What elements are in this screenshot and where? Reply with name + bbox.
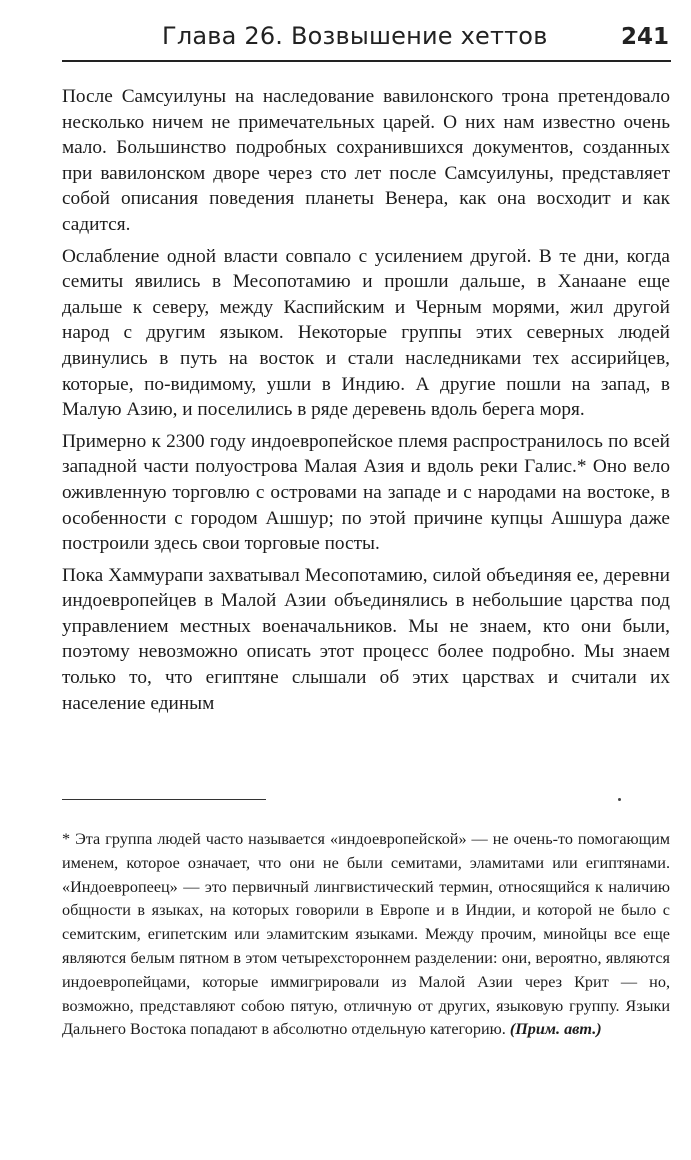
page-number: 241: [620, 24, 669, 50]
chapter-title: Глава 26. Возвышение хеттов: [162, 22, 548, 50]
paragraph: Примерно к 2300 году индоевропейское племя распространилось по всей западной части полуострова Малая Азия и вдоль реки Галис.* Оно вело оживленную торговлю с островами на западе и с народами на востоке, в особенности с городом Ашшур; по этой причине купцы Ашшура даже построили здесь свои торговые посты.: [62, 430, 670, 555]
paragraph: После Самсуилуны на наследование вавилонского трона претендовало несколько ничем не примечательных царей. О них нам известно очень мало. Большинство подробных сохранившихся документов, созданных при вавилонском дворе через сто лет после Самсуилуны, представляет собой описания поведения планеты Венера, как она восходит и как садится.: [62, 86, 670, 235]
running-header: [62, 16, 671, 62]
paragraph: Пока Хаммурапи захватывал Месопотамию, силой объединяя ее, деревни индоевропейцев в Малой Азии объединялись в небольшие царства под управлением местных военачальников. Мы не знаем, кто они были, поэтому невозможно описать этот процесс более подробно. Мы знаем только то, что египтяне слышали об этих царствах и считали их население единым: [62, 564, 670, 714]
footnote: [62, 828, 670, 1042]
print-speck: [618, 798, 621, 801]
footnote-separator: [62, 799, 266, 800]
footnote-text: * Эта группа людей часто называется «индоевропейской» — не очень-то помогающим именем, которое означает, что они не были семитами, эламитами или египтянами. «Индоевропеец» — это первичный лингвистический термин, относящийся к наличию общности в языках, на которых говорили в Европе и в Индии, и которой не было с семитским, египетским или эламитским языками. Между прочим, минойцы все еще являются белым пятном в этом четырехстороннем разделении: они, вероятно, являются индоевропейцами, которые иммигрировали из Малой Азии через Крит — но, возможно, представляют собою пятую, отличную от других, языковую группу. Языки Дальнего Востока попадают в абсолютно отдельную категорию.: [62, 830, 670, 1039]
footnote-source: (Прим. авт.): [509, 1020, 602, 1039]
main-text: [62, 84, 670, 722]
paragraph: Ослабление одной власти совпало с усилением другой. В те дни, когда семиты явились в Месопотамию и прошли дальше, в Ханаане еще дальше к северу, между Каспийским и Черным морями, жил другой народ с другим языком. Некоторые группы этих северных людей двинулись в путь на восток и стали наследниками тех ассирийцев, которые, по-видимому, ушли в Индию. А другие пошли на запад, в Малую Азию, и поселились в ряде деревень вдоль берега моря.: [62, 245, 670, 421]
